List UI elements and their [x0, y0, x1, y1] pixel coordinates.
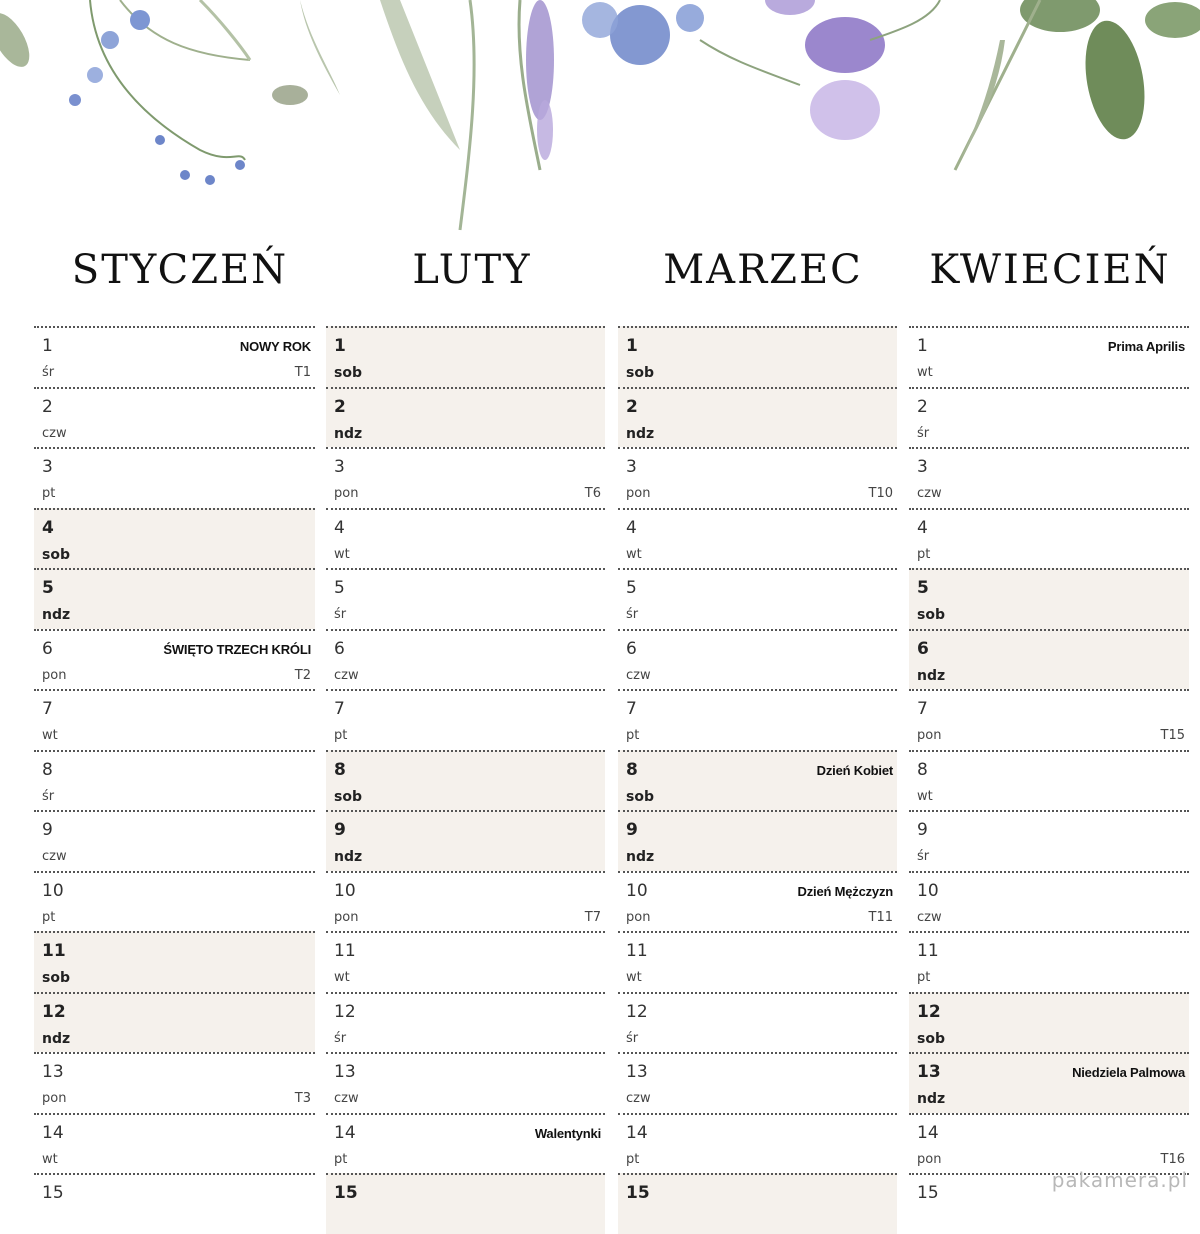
day-of-week: wt: [626, 546, 642, 562]
day-number: 12: [42, 1001, 66, 1022]
day-row: [326, 1113, 605, 1174]
day-row: [34, 447, 315, 508]
day-number: 9: [917, 820, 928, 840]
day-row: [326, 1052, 605, 1113]
day-number: 15: [42, 1183, 64, 1203]
day-of-week: pon: [917, 728, 942, 743]
day-number: 8: [626, 759, 638, 780]
day-row: [909, 871, 1189, 932]
day-of-week: pt: [917, 970, 931, 985]
day-number: 2: [42, 396, 53, 417]
day-number: 11: [917, 941, 939, 961]
week-number: T16: [1160, 1151, 1185, 1167]
day-row: [909, 810, 1189, 871]
day-of-week: pt: [626, 1151, 640, 1167]
day-of-week: pt: [334, 1151, 348, 1167]
day-number: 15: [917, 1183, 939, 1203]
week-number: T3: [294, 1091, 311, 1106]
holiday-label: ŚWIĘTO TRZECH KRÓLI: [163, 641, 311, 657]
day-of-week: ndz: [42, 607, 71, 623]
day-row: [618, 387, 897, 448]
day-number: 13: [917, 1062, 941, 1082]
day-number: 3: [42, 457, 53, 477]
day-number: 2: [334, 396, 346, 417]
day-number: 12: [334, 1001, 356, 1022]
day-of-week: śr: [334, 607, 347, 622]
day-row: [909, 750, 1189, 811]
day-row: [34, 871, 315, 932]
holiday-label: Walentynki: [534, 1125, 601, 1141]
day-of-week: czw: [334, 667, 359, 683]
week-number: T2: [294, 667, 311, 683]
day-number: 3: [626, 457, 637, 477]
day-of-week: śr: [334, 1030, 347, 1046]
day-number: 14: [334, 1122, 356, 1143]
month-column: [618, 326, 897, 1234]
day-row: [618, 931, 897, 992]
day-number: 9: [626, 820, 638, 840]
day-row: [618, 447, 897, 508]
day-of-week: czw: [917, 909, 942, 925]
day-row: [34, 1113, 315, 1174]
day-of-week: wt: [334, 546, 350, 562]
day-of-week: ndz: [334, 425, 363, 442]
day-of-week: sob: [626, 788, 654, 805]
day-row: [618, 992, 897, 1053]
day-row: [909, 992, 1189, 1053]
day-number: 7: [42, 699, 53, 719]
day-of-week: sob: [917, 1030, 945, 1047]
day-number: 4: [917, 517, 928, 538]
day-row: [909, 447, 1189, 508]
day-number: 10: [334, 880, 356, 901]
day-number: 8: [42, 759, 53, 780]
day-of-week: pon: [42, 667, 67, 683]
month-title: LUTY: [412, 247, 532, 293]
holiday-label: Prima Aprilis: [1107, 339, 1185, 354]
floral-decoration: [0, 0, 1200, 240]
day-number: 8: [334, 759, 346, 780]
day-number: 14: [42, 1122, 64, 1143]
day-row: [326, 871, 605, 932]
day-number: 3: [917, 457, 928, 477]
day-of-week: śr: [626, 607, 639, 622]
day-row: [326, 750, 605, 811]
day-of-week: wt: [917, 788, 933, 804]
day-row: [909, 508, 1189, 569]
day-row: [34, 810, 315, 871]
day-of-week: pon: [626, 486, 651, 501]
day-row: [34, 1052, 315, 1113]
day-number: 1: [626, 336, 638, 356]
day-of-week: czw: [626, 1091, 651, 1106]
day-number: 10: [42, 880, 64, 901]
day-number: 9: [42, 820, 53, 840]
day-of-week: czw: [334, 1091, 359, 1106]
week-number: T1: [294, 365, 311, 380]
day-row: [909, 931, 1189, 992]
day-of-week: śr: [42, 788, 55, 804]
day-row: [34, 750, 315, 811]
watermark: pakamera.pl: [1051, 1168, 1188, 1192]
day-row: [34, 931, 315, 992]
day-of-week: śr: [42, 365, 55, 380]
day-row: [326, 387, 605, 448]
week-number: T15: [1160, 728, 1185, 743]
day-row: [909, 689, 1189, 750]
day-row: [909, 1052, 1189, 1113]
day-number: 7: [334, 699, 345, 719]
day-of-week: sob: [626, 365, 654, 381]
day-row: [618, 689, 897, 750]
month-title: MARZEC: [663, 247, 863, 293]
day-number: 5: [917, 578, 929, 598]
day-of-week: wt: [626, 970, 642, 985]
holiday-label: NOWY ROK: [239, 339, 311, 354]
day-row: [618, 750, 897, 811]
day-row: [618, 1113, 897, 1174]
day-row: [326, 326, 605, 387]
day-number: 13: [334, 1062, 356, 1082]
day-number: 5: [42, 578, 54, 598]
day-number: 14: [917, 1122, 939, 1143]
day-of-week: śr: [917, 849, 930, 864]
day-number: 7: [626, 699, 637, 719]
day-of-week: czw: [42, 425, 67, 441]
day-of-week: sob: [917, 607, 945, 623]
day-of-week: pon: [334, 486, 359, 501]
day-of-week: ndz: [334, 849, 363, 865]
day-number: 2: [626, 396, 638, 417]
day-of-week: pt: [334, 728, 348, 743]
month-column: [326, 326, 605, 1234]
day-row: [326, 992, 605, 1053]
day-row: [909, 1113, 1189, 1174]
day-of-week: wt: [42, 1151, 58, 1167]
day-row: [326, 568, 605, 629]
week-number: T10: [868, 486, 893, 501]
day-of-week: sob: [42, 546, 70, 563]
day-row: [618, 568, 897, 629]
day-of-week: ndz: [626, 425, 655, 442]
day-of-week: wt: [334, 970, 350, 985]
holiday-label: Dzień Kobiet: [816, 762, 893, 778]
day-number: 2: [917, 396, 928, 417]
day-number: 7: [917, 699, 928, 719]
day-of-week: ndz: [917, 667, 946, 684]
day-number: 11: [626, 941, 648, 961]
day-number: 13: [42, 1062, 64, 1082]
month-title: KWIECIEŃ: [929, 247, 1171, 293]
day-number: 4: [334, 517, 345, 538]
day-row: [34, 992, 315, 1053]
day-of-week: wt: [917, 365, 933, 380]
day-row: [34, 568, 315, 629]
day-row: [326, 629, 605, 690]
day-of-week: czw: [626, 667, 651, 683]
day-of-week: czw: [42, 849, 67, 864]
day-number: 12: [626, 1001, 648, 1022]
month-column: [34, 326, 315, 1234]
day-number: 13: [626, 1062, 648, 1082]
day-row: [326, 931, 605, 992]
day-of-week: pon: [917, 1151, 942, 1167]
day-row: [909, 568, 1189, 629]
day-row: [34, 689, 315, 750]
day-of-week: sob: [42, 970, 70, 986]
holiday-label: Niedziela Palmowa: [1072, 1065, 1185, 1080]
day-row: [326, 508, 605, 569]
day-number: 15: [626, 1183, 650, 1203]
day-row: [618, 629, 897, 690]
day-row: [618, 1052, 897, 1113]
day-row: [618, 810, 897, 871]
day-of-week: pt: [42, 486, 56, 501]
holiday-label: Dzień Mężczyzn: [797, 883, 893, 899]
day-row: [34, 508, 315, 569]
day-number: 12: [917, 1001, 941, 1022]
day-row: [618, 1173, 897, 1234]
day-number: 11: [334, 941, 356, 961]
day-row: [326, 447, 605, 508]
day-row: [34, 629, 315, 690]
day-of-week: pt: [626, 728, 640, 743]
day-number: 6: [42, 638, 53, 659]
day-of-week: pon: [42, 1091, 67, 1106]
month-column: [909, 326, 1189, 1234]
day-row: [326, 689, 605, 750]
day-number: 3: [334, 457, 345, 477]
day-number: 4: [42, 517, 54, 538]
month-title: STYCZEŃ: [71, 247, 289, 293]
week-number: T6: [584, 486, 601, 501]
day-of-week: śr: [626, 1030, 639, 1046]
day-number: 8: [917, 759, 928, 780]
day-of-week: pon: [626, 909, 651, 925]
day-row: [34, 326, 315, 387]
day-of-week: ndz: [626, 849, 655, 865]
day-of-week: śr: [917, 425, 930, 441]
day-of-week: pt: [917, 546, 931, 562]
day-of-week: czw: [917, 486, 942, 501]
day-row: [909, 629, 1189, 690]
day-number: 1: [334, 336, 346, 356]
day-number: 10: [917, 880, 939, 901]
day-number: 14: [626, 1122, 648, 1143]
day-number: 6: [917, 638, 929, 659]
day-number: 10: [626, 880, 648, 901]
day-row: [34, 1173, 315, 1234]
day-row: [618, 508, 897, 569]
day-of-week: pon: [334, 909, 359, 925]
day-row: [326, 1173, 605, 1234]
week-number: T11: [868, 909, 893, 925]
day-of-week: ndz: [917, 1091, 946, 1107]
day-number: 6: [334, 638, 345, 659]
day-of-week: sob: [334, 365, 362, 381]
day-number: 1: [42, 336, 53, 356]
day-number: 1: [917, 336, 928, 356]
day-row: [326, 810, 605, 871]
day-row: [909, 387, 1189, 448]
day-of-week: pt: [42, 909, 56, 925]
day-row: [618, 326, 897, 387]
day-of-week: ndz: [42, 1030, 71, 1047]
day-of-week: sob: [334, 788, 362, 805]
day-row: [34, 387, 315, 448]
day-number: 15: [334, 1183, 358, 1203]
day-number: 4: [626, 517, 637, 538]
day-number: 6: [626, 638, 637, 659]
day-number: 5: [334, 578, 345, 598]
week-number: T7: [584, 909, 601, 925]
day-number: 9: [334, 820, 346, 840]
day-of-week: wt: [42, 728, 58, 743]
day-number: 11: [42, 941, 66, 961]
day-row: [618, 871, 897, 932]
day-row: [909, 326, 1189, 387]
day-number: 5: [626, 578, 637, 598]
